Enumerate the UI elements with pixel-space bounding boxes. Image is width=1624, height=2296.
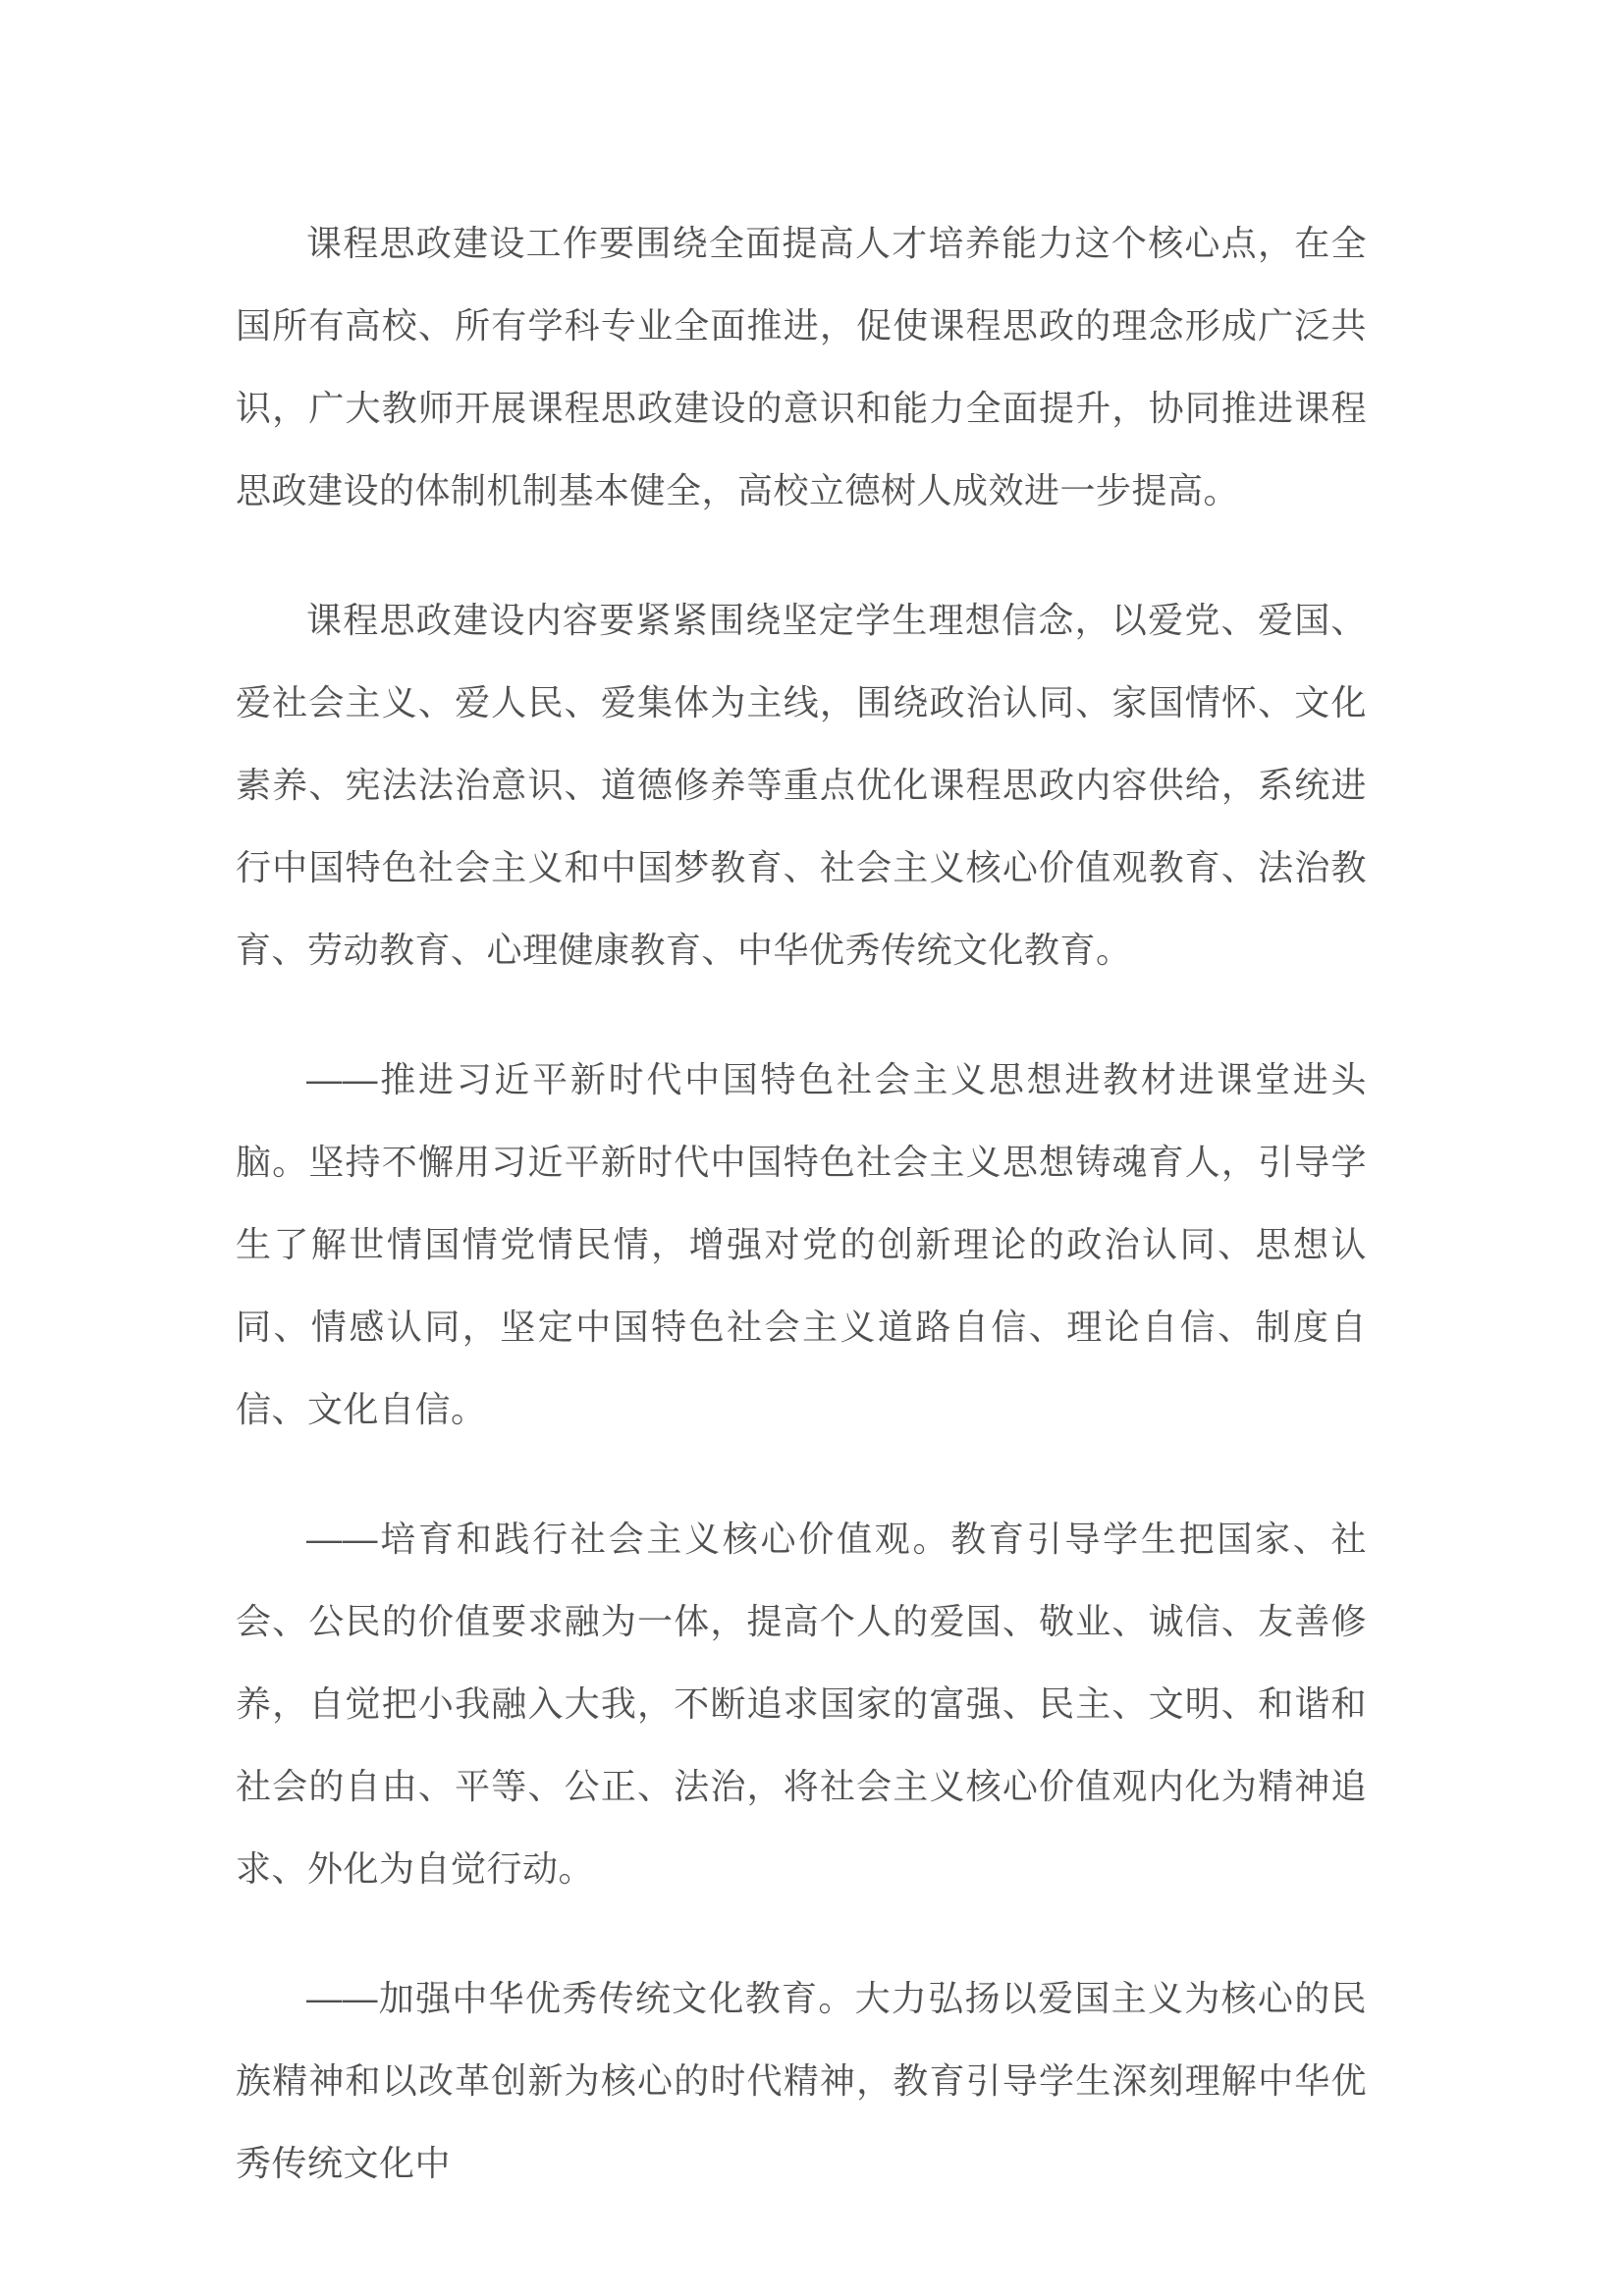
paragraph: 课程思政建设工作要围绕全面提高人才培养能力这个核心点，在全国所有高校、所有学科专业全面推进，促使课程思政的理念形成广泛共识，广大教师开展课程思政建设的意识和能力全面提升，协同推进课程思政建设的体制机制基本健全，高校立德树人成效进一步提高。 xyxy=(236,223,1367,510)
paragraph: ——加强中华优秀传统文化教育。大力弘扬以爱国主义为核心的民族精神和以改革创新为核心的时代精神，教育引导学生深刻理解中华优秀传统文化中 xyxy=(236,1978,1367,2183)
paragraph: ——培育和践行社会主义核心价值观。教育引导学生把国家、社会、公民的价值要求融为一体，提高个人的爱国、敬业、诚信、友善修养，自觉把小我融入大我，不断追求国家的富强、民主、文明、和谐和社会的自由、平等、公正、法治，将社会主义核心价值观内化为精神追求、外化为自觉行动。 xyxy=(236,1519,1367,1889)
paragraph: ——推进习近平新时代中国特色社会主义思想进教材进课堂进头脑。坚持不懈用习近平新时代中国特色社会主义思想铸魂育人，引导学生了解世情国情党情民情，增强对党的创新理论的政治认同、思想认同、情感认同，坚定中国特色社会主义道路自信、理论自信、制度自信、文化自信。 xyxy=(236,1059,1367,1429)
paragraph: 课程思政建设内容要紧紧围绕坚定学生理想信念，以爱党、爱国、爱社会主义、爱人民、爱集体为主线，围绕政治认同、家国情怀、文化素养、宪法法治意识、道德修养等重点优化课程思政内容供给，系统进行中国特色社会主义和中国梦教育、社会主义核心价值观教育、法治教育、劳动教育、心理健康教育、中华优秀传统文化教育。 xyxy=(236,600,1367,970)
